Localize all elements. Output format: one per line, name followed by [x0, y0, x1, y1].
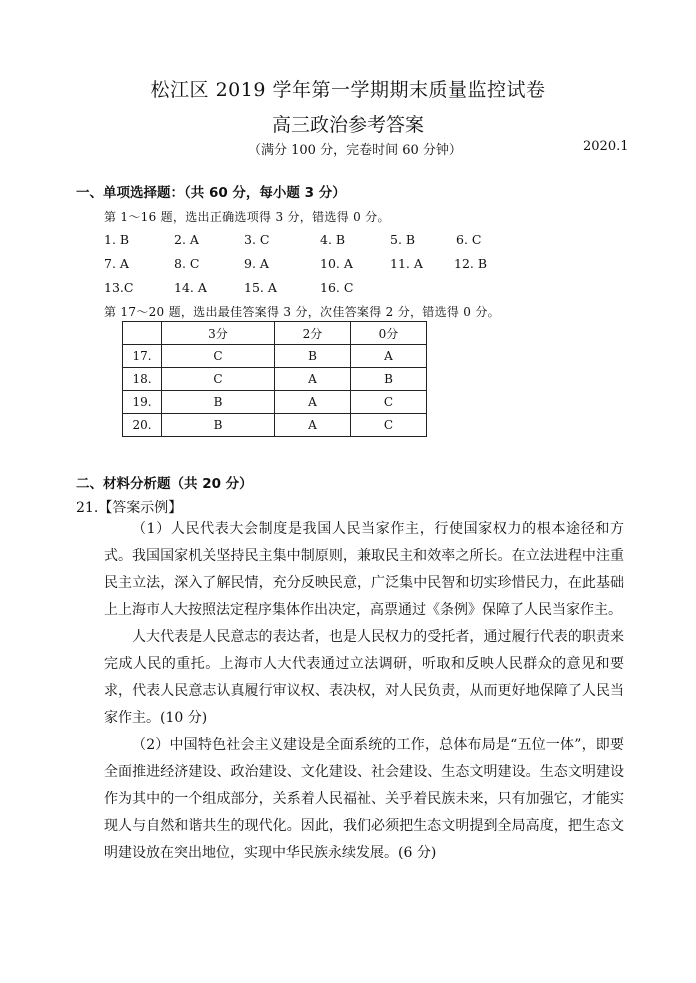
answer-item: 1. B	[104, 232, 130, 247]
table-cell: 19.	[123, 391, 162, 414]
table-cell: C	[351, 391, 427, 414]
answer-paragraph-1: （1）人民代表大会制度是我国人民当家作主，行使国家权力的根本途径和方式。	[104, 521, 624, 564]
table-header-row	[123, 322, 427, 345]
table-cell: B	[162, 391, 275, 414]
answer-item: 12. B	[454, 256, 488, 271]
table-header-cell: 2分	[275, 322, 351, 345]
answer-table	[122, 321, 427, 437]
answer-item: 7. A	[104, 256, 129, 271]
section1-note1: 第 1～16 题，选出正确选项得 3 分，错选得 0 分。	[104, 210, 390, 224]
table-cell: C	[162, 345, 275, 368]
table-row	[123, 391, 427, 414]
answer-item: 9. A	[244, 256, 269, 271]
table-cell: 18.	[123, 368, 162, 391]
answer-item: 5. B	[390, 232, 416, 247]
table-row	[123, 345, 427, 368]
exam-meta: （满分 100 分，完卷时间 60 分钟）	[248, 143, 462, 158]
section1-heading: 一、单项选择题：（共 60 分，每小题 3 分）	[76, 185, 346, 201]
section2-heading: 二、材料分析题（共 20 分）	[76, 476, 253, 492]
answer-item: 13.C	[104, 280, 134, 295]
table-cell: B	[162, 414, 275, 437]
answer-item: 8. C	[174, 256, 200, 271]
table-row	[123, 368, 427, 391]
table-cell: A	[351, 345, 427, 368]
table-header-cell	[123, 322, 162, 345]
table-cell: C	[351, 414, 427, 437]
answer-paragraph-2: 我国国家机关坚持民主集中制原则，兼取民主和效率之所长。在立法进程中注重民主立法，深入了解民情，充分反映民意，广泛集中民智和切实珍惜民力，在此基础上上海市人大按照法定程序集体作出决定，高票通过《条例》保障了人民当家作主。	[104, 548, 624, 618]
answer-item: 10. A	[320, 256, 353, 271]
answer-item: 4. B	[320, 232, 346, 247]
table-row	[123, 414, 427, 437]
answer-item: 14. A	[174, 280, 207, 295]
answer-item: 16. C	[320, 280, 354, 295]
section1-note2: 第 17～20 题，选出最佳答案得 3 分，次佳答案得 2 分，错选得 0 分。	[104, 305, 500, 319]
table-cell: B	[351, 368, 427, 391]
answer-item: 6. C	[456, 232, 482, 247]
table-cell: A	[275, 391, 351, 414]
answer-item: 2. A	[174, 232, 199, 247]
answer-paragraph-4: （2）中国特色社会主义建设是全面系统的工作，总体布局是“五位一体”，即要全面推进经济建设、政治建设、文化建设、社会建设、生态文明建设。生态文明建设作为其中的一个组成部分，关系着人民福祉、关乎着民族未来，只有加强它，才能实现人与自然和谐共生的现代化。因此，我们必须把生态文明提到全局高度，把生态文明建设放在突出地位，实现中华民族永续发展。(6 分)	[104, 737, 624, 861]
table-cell: 17.	[123, 345, 162, 368]
page-title: 松江区 2019 学年第一学期期末质量监控试卷	[150, 79, 546, 101]
table-header-cell: 3分	[162, 322, 275, 345]
page-subtitle: 高三政治参考答案	[271, 114, 424, 136]
table-cell: A	[275, 414, 351, 437]
answer-item: 15. A	[244, 280, 277, 295]
table-cell: 20.	[123, 414, 162, 437]
answer-item: 11. A	[390, 256, 423, 271]
table-cell: C	[162, 368, 275, 391]
answer-paragraph-3: 人大代表是人民意志的表达者，也是人民权力的受托者，通过履行代表的职责来完成人民的重托。上海市人大代表通过立法调研，听取和反映人民群众的意见和要求，代表人民意志认真履行审议权、表决权，对人民负责，从而更好地保障了人民当家作主。(10 分)	[104, 629, 624, 726]
answer-item: 3. C	[244, 232, 270, 247]
exam-date: 2020.1	[583, 139, 629, 154]
table-header-cell: 0分	[351, 322, 427, 345]
question-21-label: 21.【答案示例】	[76, 500, 183, 516]
table-cell: B	[275, 345, 351, 368]
table-cell: A	[275, 368, 351, 391]
